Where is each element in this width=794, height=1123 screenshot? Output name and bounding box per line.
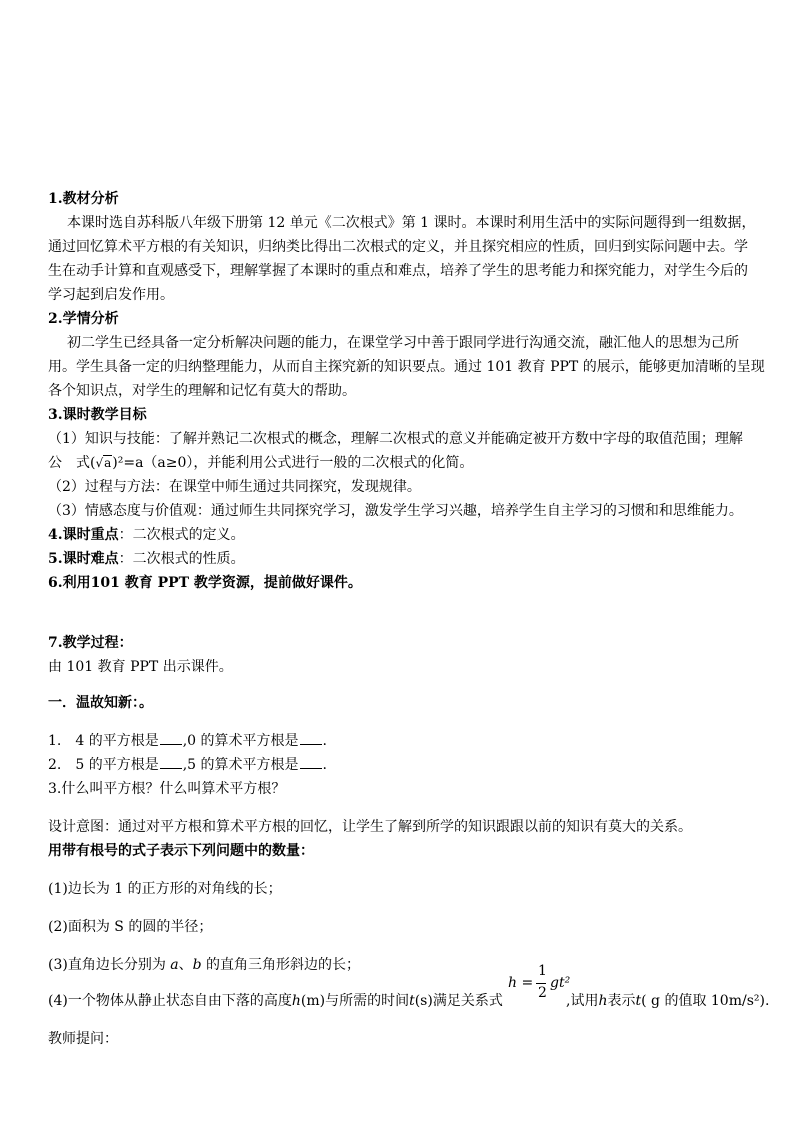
section-4-text: ：二次根式的定义。 (118, 527, 245, 543)
var-t: t (409, 993, 415, 1009)
section-1-line-3: 生在动手计算和直观感受下，理解掌握了本课时的重点和难点，培养了学生的思考能力和探究能力，对学生今后的 (48, 263, 748, 279)
section-1-title: 1.教材分析 (48, 191, 119, 207)
section-5 (48, 548, 245, 570)
task-4-right (566, 990, 769, 1012)
question-1-end: . (322, 733, 327, 749)
question-2 (48, 754, 327, 776)
section-3-title: 3.课时教学目标 (48, 407, 147, 423)
part-1-title: 一．温故知新：。 (48, 695, 153, 711)
section-1-line-4: 学习起到启发作用。 (48, 287, 174, 303)
question-1-text-a: 4 的平方根是 (75, 733, 159, 749)
goal-1-line-2 (48, 452, 473, 474)
goal-1-line-1: （1）知识与技能：了解并熟记二次根式的概念，理解二次根式的意义并能确定被开方数中字母的取值范围；理解 (48, 431, 743, 447)
section-6-title: 6.利用101 教育 PPT 教学资源，提前做好课件。 (48, 575, 362, 591)
formula-numerator: 1 (538, 963, 547, 979)
formula-denominator: 2 (538, 985, 547, 1001)
goal-1-prefix: 公 (48, 455, 62, 471)
section-5-label: 5.课时难点 (48, 551, 119, 567)
task-4-text-b: (m)与所需的时间 (300, 993, 410, 1009)
goal-2: （2）过程与方法：在课堂中师生通过共同探究，发现规律。 (48, 479, 421, 495)
var-h: h (291, 993, 301, 1009)
goal-3: （3）情感态度与价值观：通过师生共同探究学习，激发学生学习兴趣，培养学生自主学习的习惯和和思维能力。 (48, 503, 743, 519)
question-2-number: 2. (48, 757, 62, 773)
task-3-text-b: 的直角三角形斜边的长； (201, 957, 361, 973)
question-1-text-b: ,0 的算术平方根是 (182, 733, 299, 749)
section-2-line-1: 初二学生已经具备一定分析解决问题的能力，在课堂学习中善于跟同学进行沟通交流，融汇他人的思想为己所 (67, 335, 739, 351)
sqrt-a: √a (95, 456, 112, 470)
radicand: a (104, 456, 112, 470)
section-1-line-2: 通过回忆算术平方根的有关知识，归纳类比得出二次根式的定义，并且探究相应的性质，回归到实际问题中去。学 (48, 239, 748, 255)
free-fall-formula (508, 963, 570, 1011)
task-1: (1)边长为 1 的正方形的对角线的长； (48, 881, 282, 897)
task-4-text-e: 表示 (607, 993, 636, 1009)
task-4-text-c: (s)满足关系式 (414, 993, 503, 1009)
question-1 (48, 730, 327, 752)
var-t2: t (635, 993, 642, 1009)
section-4-label: 4.课时重点 (48, 527, 119, 543)
formula-rhs: gt² (550, 975, 571, 991)
task-4-text-d: ,试用 (566, 993, 599, 1009)
question-2-end: . (322, 757, 327, 773)
section-5-text: ：二次根式的性质。 (118, 551, 245, 567)
task-2: (2)面积为 S 的圆的半径； (48, 919, 213, 935)
var-h2: h (598, 993, 608, 1009)
question-1-number: 1. (48, 733, 62, 749)
task-4-text-a: (4)一个物体从静止状态自由下落的高度 (48, 993, 292, 1009)
question-2-text-a: 5 的平方根是 (75, 757, 159, 773)
teacher-question: 教师提问： (48, 1031, 118, 1047)
formula-lhs: h = (508, 975, 534, 991)
section-2-title: 2.学情分析 (48, 311, 119, 327)
var-a: a (170, 957, 179, 973)
question-2-text-b: ,5 的算术平方根是 (182, 757, 299, 773)
answer-blank[interactable] (300, 732, 322, 745)
task-3 (48, 954, 360, 976)
task-4-left (48, 990, 503, 1012)
section-2-line-2: 用。学生具备一定的归纳整理能力，从而自主探究新的知识要点。通过 101 教育 PPT 的展示，能够更加清晰的呈现 (48, 359, 765, 375)
answer-blank[interactable] (300, 756, 322, 769)
section-2-line-3: 各个知识点，对学生的理解和记忆有莫大的帮助。 (48, 383, 356, 399)
formula-right: )²=a（a≥0），并能利用公式进行一般的二次根式的化简。 (112, 455, 474, 471)
fraction-bar (536, 983, 546, 984)
section-7-intro: 由 101 教育 PPT 出示课件。 (48, 659, 233, 675)
task-4-text-f: ( g 的值取 10m/s²). (641, 993, 770, 1009)
design-intent: 设计意图：通过对平方根和算术平方根的回忆，让学生了解到所学的知识跟跟以前的知识有莫大的关系。 (48, 819, 692, 835)
task-3-sep: 、 (178, 957, 193, 973)
task-title: 用带有根号的式子表示下列问题中的数量： (48, 843, 314, 859)
answer-blank[interactable] (160, 756, 182, 769)
section-7-title: 7.教学过程： (48, 635, 133, 651)
section-1-line-1: 本课时选自苏科版八年级下册第 12 单元《二次根式》第 1 课时。本课时利用生活中的实际问题得到一组数据， (67, 215, 756, 231)
formula-left: 式( (76, 455, 96, 471)
var-b: b (192, 957, 202, 973)
question-3: 3.什么叫平方根？什么叫算术平方根？ (48, 781, 286, 797)
section-4 (48, 524, 245, 546)
task-3-text-a: (3)直角边长分别为 (48, 957, 171, 973)
answer-blank[interactable] (160, 732, 182, 745)
